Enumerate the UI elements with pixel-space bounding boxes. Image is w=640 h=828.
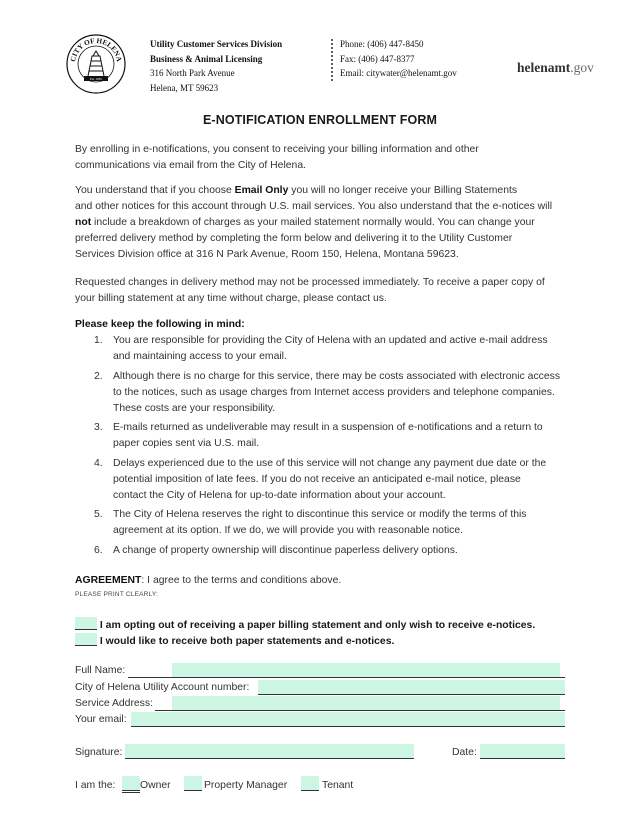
email-only-paragraph xyxy=(75,183,570,263)
agreement-line xyxy=(75,573,570,589)
owner-blank[interactable] xyxy=(122,776,140,791)
print-clearly-note: PLEASE PRINT CLEARLY: xyxy=(75,591,159,598)
intro-paragraph xyxy=(75,142,570,174)
city-seal-logo xyxy=(66,34,126,94)
brand-logo xyxy=(517,60,594,76)
department-address-block xyxy=(150,37,282,95)
brand-main: helenamt xyxy=(517,60,571,75)
page-title: E-NOTIFICATION ENROLLMENT FORM xyxy=(203,113,437,127)
service-address-underline-end xyxy=(560,710,565,711)
email-field[interactable] xyxy=(131,712,565,727)
tenant-blank[interactable] xyxy=(301,776,319,791)
text-line: Requested changes in delivery method may not be processed immediately. To receive a paper copy of xyxy=(75,277,545,288)
property-manager-label: Property Manager xyxy=(204,780,288,791)
account-number-field[interactable] xyxy=(258,680,565,695)
fax-text: Fax: (406) 447-8377 xyxy=(340,53,415,64)
text-line: and other notices for this account through U.S. mail services. You also understand that the e-notices will xyxy=(75,201,553,212)
processing-paragraph xyxy=(75,275,570,307)
signature-label: Signature: xyxy=(75,747,123,758)
text-run: include a breakdown of charges as your mailed statement normally would. You can change your xyxy=(91,217,535,228)
text-line: E-mails returned as undeliverable may result in a suspension of e-notifications and a return to xyxy=(113,422,543,433)
text-line: communications via email from the City of Helena. xyxy=(75,160,306,171)
not-emphasis: not xyxy=(75,217,92,228)
owner-blank-underline xyxy=(122,792,140,793)
full-name-field[interactable] xyxy=(172,663,560,678)
signature-field[interactable] xyxy=(125,744,414,759)
owner-label: Owner xyxy=(140,780,171,791)
svg-text:Est. 1881: Est. 1881 xyxy=(89,77,103,81)
text-run: You understand that if you choose xyxy=(75,185,235,196)
text-line: The City of Helena reserves the right to discontinue this service or modify the terms of this xyxy=(113,509,527,520)
text-line: Delays experienced due to the use of this service will not change any payment due date or the xyxy=(113,458,547,469)
agreement-text: : I agree to the terms and conditions above. xyxy=(141,575,342,586)
dept-line-1: Utility Customer Services Division xyxy=(150,39,283,49)
address-line-2: Helena, MT 59623 xyxy=(150,82,219,93)
brand-suffix: .gov xyxy=(570,60,594,75)
dotted-divider xyxy=(330,38,334,82)
date-field[interactable] xyxy=(480,744,565,759)
email-label: Your email: xyxy=(75,714,127,725)
list-number: 3. xyxy=(94,422,103,433)
text-line: Services Division office at 316 N Park Avenue, Room 150, Helena, Montana 59623. xyxy=(75,249,459,260)
list-number: 4. xyxy=(94,458,103,469)
terms-list xyxy=(75,333,570,563)
keep-in-mind-heading: Please keep the following in mind: xyxy=(75,319,245,330)
text-line: These costs are your responsibility. xyxy=(113,403,276,414)
email-only-emphasis: Email Only xyxy=(234,185,289,196)
text-line: to the notices, such as usage charges from Internet access providers and telephone companies. xyxy=(113,387,555,398)
list-number: 6. xyxy=(94,545,103,556)
full-name-label: Full Name: xyxy=(75,665,126,676)
text-line: your billing statement at any time without charge, please contact us. xyxy=(75,293,387,304)
full-name-underline xyxy=(128,677,172,678)
dept-line-2: Business & Animal Licensing xyxy=(150,53,263,64)
text-line: contact the City of Helena for up-to-date information about your account. xyxy=(113,490,446,501)
service-address-underline xyxy=(155,710,172,711)
contact-block xyxy=(340,37,457,81)
agreement-label: AGREEMENT xyxy=(75,575,142,586)
phone-text: Phone: (406) 447-8450 xyxy=(340,39,424,49)
role-label: I am the: xyxy=(75,780,116,791)
address-line-1: 316 North Park Avenue xyxy=(150,68,235,78)
text-line: and maintaining access to your email. xyxy=(113,351,287,362)
list-number: 2. xyxy=(94,371,103,382)
option-both-blank[interactable] xyxy=(75,633,97,646)
tenant-label: Tenant xyxy=(322,780,354,791)
text-line: potential imposition of late fees. If you do not receive an anticipated e-mail notice, please xyxy=(113,474,521,485)
option-both-label: I would like to receive both paper statements and e-notices. xyxy=(99,636,395,647)
option-both xyxy=(75,633,394,647)
text-line xyxy=(75,183,570,199)
text-line: You are responsible for providing the City of Helena with an updated and active e-mail address xyxy=(113,335,548,346)
svg-text:CITY OF HELENA: CITY OF HELENA xyxy=(69,36,123,63)
service-address-field[interactable] xyxy=(172,696,560,711)
account-number-label: City of Helena Utility Account number: xyxy=(75,682,250,693)
email-text: Email: citywater@helenamt.gov xyxy=(340,68,457,78)
option-email-only-label: I am opting out of receiving a paper billing statement and only wish to receive e-notices. xyxy=(99,620,536,631)
text-line: By enrolling in e-notifications, you consent to receiving your billing information and other xyxy=(75,144,479,155)
text-line: paper copies sent via U.S. mail. xyxy=(113,438,260,449)
list-number: 5. xyxy=(94,509,103,520)
date-label: Date: xyxy=(452,747,477,758)
full-name-underline-end xyxy=(560,677,565,678)
property-manager-blank[interactable] xyxy=(184,776,202,791)
text-line: agreement at its option. If we do, we will provide you with reasonable notice. xyxy=(113,525,464,536)
text-line xyxy=(75,215,570,231)
service-address-label: Service Address: xyxy=(75,698,153,709)
text-line: Although there is no charge for this service, there may be costs associated with electronic access xyxy=(113,371,561,382)
text-line: A change of property ownership will discontinue paperless delivery options. xyxy=(113,545,458,556)
list-number: 1. xyxy=(94,335,103,346)
text-line: preferred delivery method by completing the form below and delivering it to the Utility Customer xyxy=(75,233,513,244)
option-email-only-blank[interactable] xyxy=(75,617,97,630)
text-run: you will no longer receive your Billing Statements xyxy=(288,185,518,196)
option-email-only xyxy=(75,617,535,631)
